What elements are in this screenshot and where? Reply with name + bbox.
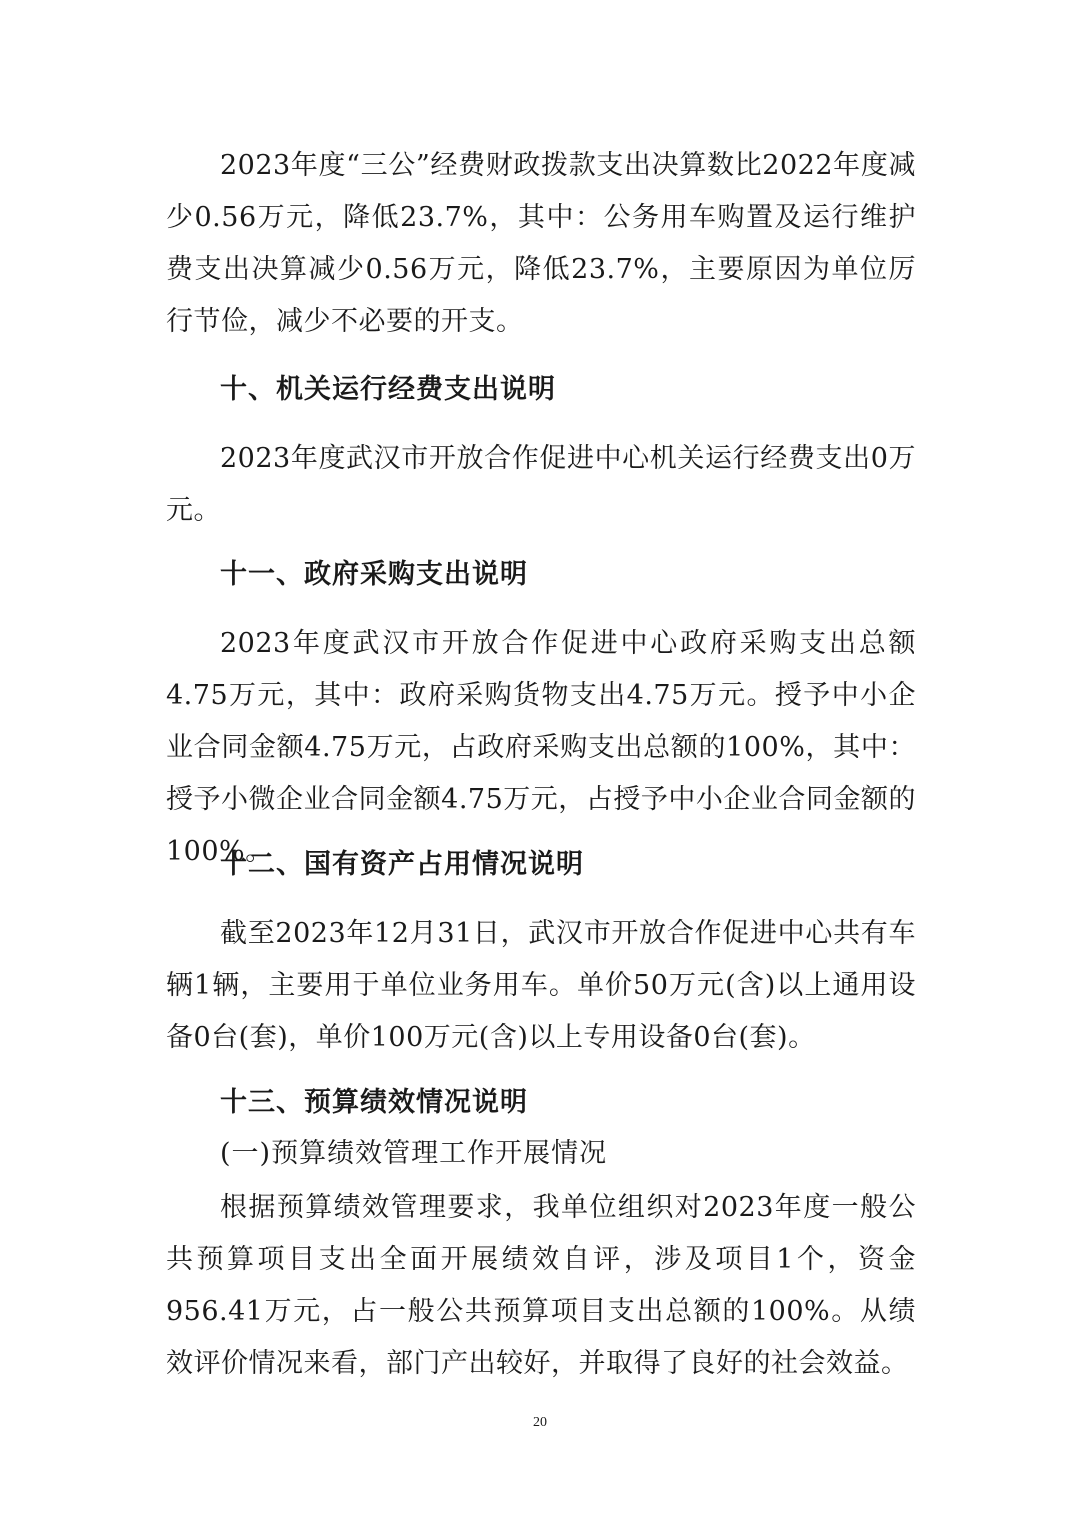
- heading-section-12: 十二、国有资产占用情况说明: [220, 849, 584, 880]
- paragraph-performance-evaluation: 根据预算绩效管理要求，我单位组织对2023年度一般公共预算项目支出全面开展绩效自评，涉及项目1个，资金956.41万元，占一般公共预算项目支出总额的100%。从绩效评价情况来看，部门产出较好，并取得了良好的社会效益。: [166, 1192, 916, 1379]
- heading-section-11: 十一、政府采购支出说明: [220, 559, 528, 590]
- paragraph-state-assets: 截至2023年12月31日，武汉市开放合作促进中心共有车辆1辆，主要用于单位业务用车。单价50万元(含)以上通用设备0台(套)，单价100万元(含)以上专用设备0台(套)。: [166, 918, 916, 1053]
- paragraph-operating-expense: 2023年度武汉市开放合作促进中心机关运行经费支出0万元。: [166, 443, 916, 526]
- heading-section-10: 十、机关运行经费支出说明: [220, 374, 556, 405]
- page-number: 20: [533, 1415, 547, 1430]
- paragraph-sangong-expense: 2023年度“三公”经费财政拨款支出决算数比2022年度减少0.56万元，降低23.7%，其中：公务用车购置及运行维护费支出决算减少0.56万元，降低23.7%，主要原因为单位厉行节俭，减少不必要的开支。: [166, 150, 916, 337]
- paragraph-government-procurement: 2023年度武汉市开放合作促进中心政府采购支出总额4.75万元，其中：政府采购货物支出4.75万元。授予中小企业合同金额4.75万元，占政府采购支出总额的100%，其中：授予小微企业合同金额4.75万元，占授予中小企业合同金额的100%。: [166, 628, 916, 867]
- heading-section-13: 十三、预算绩效情况说明: [220, 1087, 528, 1118]
- subheading-performance-management: (一)预算绩效管理工作开展情况: [220, 1138, 608, 1169]
